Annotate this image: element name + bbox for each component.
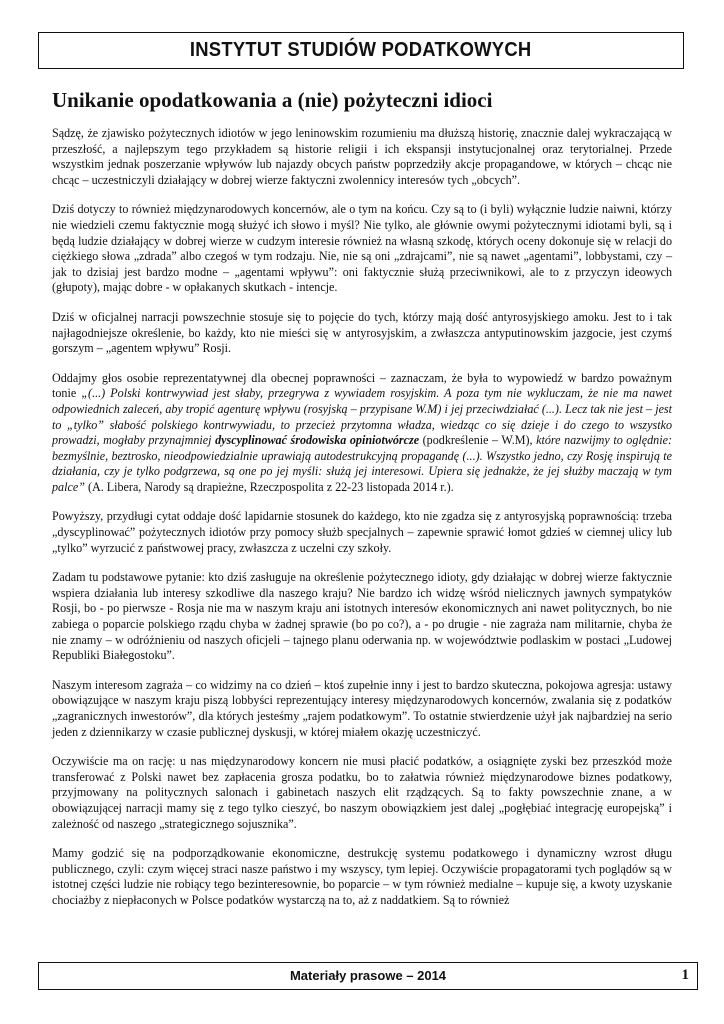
quote-part-2: które nazwijmy to oględnie: bezmyślnie, beztrosko, nieodpowiedzialnie uprawiają autodestrukcyjną propagandę (...). Wszystko jedno, czy Rosję inspirują te działania, czy je tylko podgrzewa, są one po jej myśli: służą jej interesowi. Upiera się jednakże, że jej służby maczają w tym palce” [52, 433, 672, 494]
header-banner [38, 32, 684, 69]
paragraph-8: Oczywiście ma on rację: u nas międzynarodowy koncern nie musi płacić podatków, a osiągnięte zyski bez przeszkód może transferować z Polski nawet bez zapłacenia grosza podatku, bo to załatwia również międzynarodowe biznes podatkowy, przyjmowany na politycznych salonach i gabinetach naszych elit rządzących. Są to fakty powszechnie znane, a w obowiązującej narracji mamy się z tego tylko cieszyć, bo naszym obowiązkiem jest dalej „pogłębiać integrację europejską” i zależność od naszego „strategicznego sojusznika”. [52, 754, 672, 831]
paragraph-2: Dziś dotyczy to również międzynarodowych koncernów, ale o tym na końcu. Czy są to (i byli) wyłącznie ludzie naiwni, którzy nie wiedzieli czemu faktycznie mogą służyć ich słowo i myśl? Nie tylko, ale głównie owymi pożytecznymi idiotami byli, są i będą ludzie działający w dobrej wierze w cudzym interesie również na własną szkodę, których oceny dokonuje się w relacji do ciężkiego słowa „zdrada” albo czegoś w tym rodzaju. Nie, nie są oni „zdrajcami”, nie są nawet „agentami”, lobbystami, czy – jak to dzisiaj jest bardzo modne – „agentami wpływu”: oni faktycznie służą przeciwnikowi, ale to z przyczyn ideowych (głupoty), mając dobre - w opłakanych skutkach - intencje. [52, 202, 672, 295]
paragraph-6: Zadam tu podstawowe pytanie: kto dziś zasługuje na określenie pożytecznego idioty, gdy działając w dobrej wierze faktycznie wspiera działania lub interesy szkodliwe dla naszego kraju? Nie bardzo ich widzę wśród nielicznych jawnych sympatyków Rosji, bo - po pierwsze - Rosja nie ma w naszym kraju ani istotnych interesów ekonomicznych ani nawet politycznych, bo nie zabiega o poparcie polskiego rządu chyba w żadnej sprawie (bo po co?), a - po drugie - nie zagraża nam militarnie, chyba że nie znamy – w odróżnieniu od naszych oficjeli – tajnego planu oderwania np. w województwie podlaskim w postaci „Ludowej Republiki Białegostoku”. [52, 570, 672, 663]
footer-label: Materiały prasowe – 2014 [289, 968, 447, 983]
article-body [52, 126, 672, 923]
article-title: Unikanie opodatkowania a (nie) pożyteczni idioci [52, 88, 493, 112]
page-number: 1 [681, 967, 689, 983]
paragraph-9: Mamy godzić się na podporządkowanie ekonomiczne, destrukcję systemu podatkowego i dynamiczny wzrost długu publicznego, czyli: czym więcej straci nasze państwo i my wszyscy, tym lepiej. Oczywiście propagatorami tych poglądów są w istotnej części ludzie nie robiący tego bezinteresownie, bo poparcie – w tym również medialne – kupuje się, a kwoty uzyskanie chociażby z niepłaconych w Polsce podatków wystarczą na to, aż z naddatkiem. Są to również [52, 846, 672, 907]
quote-source: (A. Libera, Narody są drapieżne, Rzeczpospolita z 22-23 listopada 2014 r.). [84, 479, 454, 494]
paragraph-3: Dziś w oficjalnej narracji powszechnie stosuje się to pojęcie do tych, którzy mają dość antyrosyjskiego amoku. Jest to i tak najłagodniejsze określenie, bo każdy, kto nie mieści się w antyrosyjskim, a zwłaszcza antyputinowskim jazgocie, jest czymś gorszym – „agentem wpływu” Rosji. [52, 309, 672, 356]
quote-intro: Oddajmy głos osobie reprezentatywnej dla obecnej poprawności – zaznaczam, że była to wypowiedź w bardzo poważnym tonie [52, 370, 672, 401]
paragraph-4 [52, 371, 672, 496]
quote-emphasis: dyscyplinować środowiska opiniotwórcze [215, 433, 420, 448]
institute-name: INSTYTUT STUDIÓW PODATKOWYCH [190, 39, 532, 61]
quote-annotation: (podkreślenie – W.M), [419, 433, 537, 448]
quote-part-1: „(...) Polski kontrwywiad jest słaby, przegrywa z wywiadem rosyjskim. A poza tym nie wykluczam, że nie ma nawet odpowiednich zaleceń, aby tropić agenturę wpływu (rosyjską – przypisane W.M) i jej przeciwdziałać (...). Lecz tak nie jest – jest to „tylko” słabość polskiego kontrwywiadu, to przecież przytomna władza, wiedząc co się dzieje i do czego to wszystko prowadzi, mogłaby przynajmniej [52, 386, 672, 448]
paragraph-7: Naszym interesom zagraża – co widzimy na co dzień – ktoś zupełnie inny i jest to bardzo skuteczna, pokojowa agresja: ustawy obowiązujące w naszym kraju piszą lobbyści reprezentujący interesy międzynarodowych koncernów, zwalania się z podatków „zagranicznych inwestorów”, dla których jesteśmy „rajem podatkowym”. To ostatnie stwierdzenie użył jak najbardziej na serio jeden z dziennikarzy w czasie publicznej dyskusji, w której miałem okazję uczestniczyć. [52, 677, 672, 739]
paragraph-5: Powyższy, przydługi cytat oddaje dość lapidarnie stosunek do każdego, kto nie zgadza się z antyrosyjską poprawnością: trzeba „dyscyplinować” pożytecznych idiotów przy pomocy służb specjalnych – zapewnie sprawić łomot gdzieś w ciemnej ulicy lub „tylko” wyrzucić z państwowej pracy, zwłaszcza z uczelni czy szkoły. [52, 509, 672, 555]
footer-banner [38, 962, 698, 990]
paragraph-1: Sądzę, że zjawisko pożytecznych idiotów w jego leninowskim rozumieniu ma dłuższą historię, znacznie dalej wykraczającą w przeszłość, a najlepszym tego przykładem są historie religii i ich ekspansji instytucjonalnej oraz terytorialnej. Przede wszystkim jednak poszerzanie wpływów lub najazdy obcych państw poprzedziły akcje propagandowe, w których – chcąc nie chcąc – uczestniczyli działający w dobrej wierze faktyczni zwolennicy interesów tych „obcych”. [52, 126, 672, 187]
